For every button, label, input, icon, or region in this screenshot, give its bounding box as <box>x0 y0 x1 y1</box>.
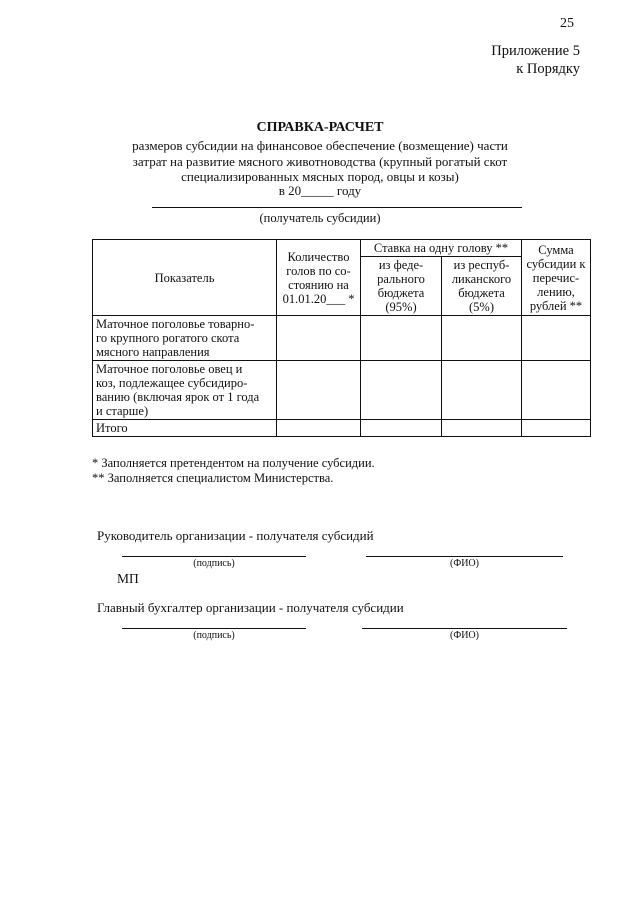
year-line: в 20_____ году <box>278 183 362 198</box>
header-federal-line: (95%) <box>385 300 417 314</box>
footnote-ministry: ** Заполняется специалистом Министерства. <box>92 471 334 485</box>
table-row <box>93 316 591 361</box>
row-label-line: ванию (включая ярок от 1 года <box>96 390 260 404</box>
subtitle-line1: размеров субсидии на финансовое обеспечение (возмещение) части <box>132 138 508 153</box>
document-subtitle <box>100 138 540 185</box>
header-count-line: голов по со- <box>286 263 351 278</box>
accountant-signature-title: Главный бухгалтер организации - получателя субсидии <box>97 600 404 615</box>
header-sum <box>522 240 591 316</box>
header-federal-line: рального <box>377 272 425 286</box>
row-label-line: Итого <box>96 421 128 435</box>
row-label-line: Маточное поголовье товарно- <box>96 317 255 331</box>
header-indicator-label: Показатель <box>154 270 215 285</box>
accountant-signature-caption: (подпись) <box>193 630 235 641</box>
recipient-fill-line <box>152 207 522 208</box>
header-rate-group <box>361 240 522 257</box>
head-name-caption: (ФИО) <box>449 558 479 569</box>
row-label-line: мясного направления <box>96 345 210 359</box>
header-federal <box>361 257 442 316</box>
stamp-place: МП <box>117 571 139 586</box>
header-republic-line: ликанского <box>451 272 512 286</box>
cell-sum[interactable] <box>522 316 591 361</box>
header-rate-label: Ставка на одну голову ** <box>373 241 509 255</box>
cell-sum[interactable] <box>522 361 591 420</box>
head-signature-title: Руководитель организации - получателя субсидий <box>97 528 374 543</box>
row-label-line: и старше) <box>96 404 149 418</box>
table-row <box>93 361 591 420</box>
cell-count[interactable] <box>277 420 361 437</box>
header-republic-line: из респуб- <box>453 258 510 272</box>
annex-line1: Приложение 5 <box>491 43 580 59</box>
header-federal-line: бюджета <box>377 286 425 300</box>
table-row <box>93 420 591 437</box>
document-title: СПРАВКА-РАСЧЕТ <box>256 120 384 135</box>
head-signature-line[interactable] <box>122 556 306 557</box>
subtitle-line2: затрат на развитие мясного животноводства (крупный рогатый скот <box>132 153 508 169</box>
header-count-line: стоянию на <box>288 277 349 292</box>
head-name-line[interactable] <box>366 556 563 557</box>
header-sum-line: субсидии к <box>526 256 586 271</box>
recipient-caption: (получатель субсидии) <box>259 211 381 225</box>
accountant-name-line[interactable] <box>362 628 567 629</box>
cell-sum[interactable] <box>522 420 591 437</box>
row-label-cattle <box>93 316 277 361</box>
cell-federal[interactable] <box>361 361 442 420</box>
header-republic-line: бюджета <box>458 286 505 300</box>
header-federal-line: из феде- <box>378 258 424 272</box>
header-indicator <box>93 240 277 316</box>
cell-count[interactable] <box>277 316 361 361</box>
footnotes <box>92 456 375 486</box>
header-count-line: Количество <box>287 249 350 264</box>
footnote-applicant: * Заполняется претендентом на получение субсидии. <box>92 456 375 470</box>
cell-federal[interactable] <box>361 420 442 437</box>
cell-count[interactable] <box>277 361 361 420</box>
calculation-table <box>92 239 591 437</box>
header-republic <box>442 257 522 316</box>
head-signature-caption: (подпись) <box>193 558 235 569</box>
accountant-signature-line[interactable] <box>122 628 306 629</box>
row-label-total <box>93 420 277 437</box>
cell-republic[interactable] <box>442 316 522 361</box>
header-count <box>277 240 361 316</box>
page-number: 25 <box>560 16 574 31</box>
header-republic-line: (5%) <box>469 300 494 314</box>
cell-republic[interactable] <box>442 420 522 437</box>
accountant-name-caption: (ФИО) <box>449 630 479 641</box>
cell-federal[interactable] <box>361 316 442 361</box>
row-label-line: го крупного рогатого скота <box>96 331 240 345</box>
row-label-sheep-goats <box>93 361 277 420</box>
row-label-line: Маточное поголовье овец и <box>96 362 243 376</box>
subtitle-line3: специализированных мясных пород, овцы и козы) <box>181 169 459 184</box>
header-sum-line: Сумма <box>538 242 574 257</box>
cell-republic[interactable] <box>442 361 522 420</box>
row-label-line: коз, подлежащее субсидиро- <box>96 376 248 390</box>
header-count-line: 01.01.20___ * <box>282 291 355 306</box>
annex-line2: к Порядку <box>516 61 580 77</box>
header-sum-line: перечис- <box>532 270 580 285</box>
annex-reference <box>491 42 580 78</box>
header-sum-line: лению, <box>537 284 575 299</box>
header-sum-line: рублей ** <box>529 298 583 313</box>
